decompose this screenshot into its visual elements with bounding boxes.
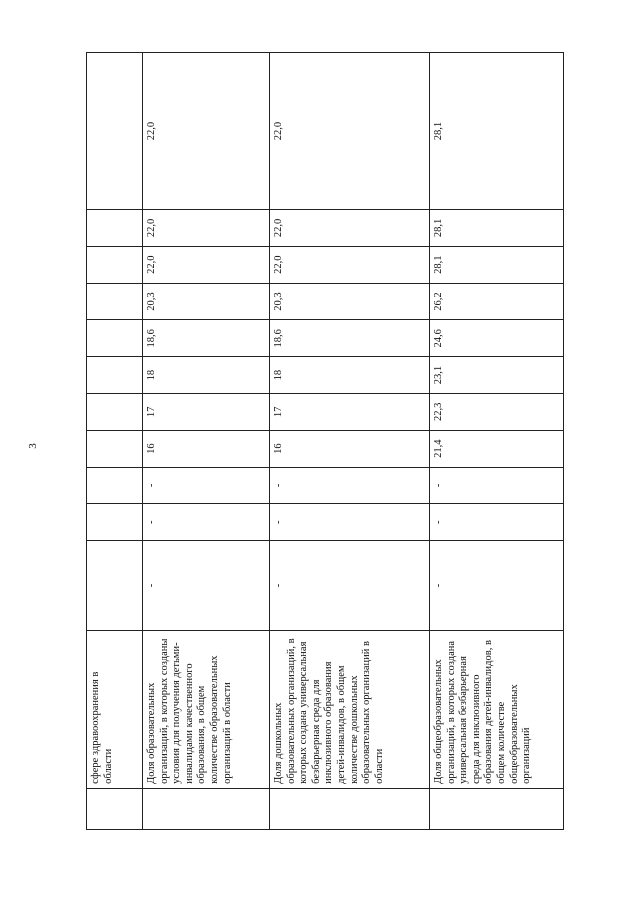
final-value-cell: 22,0 — [143, 53, 270, 210]
value-cell — [87, 246, 143, 283]
indicator-description: Доля дошкольных образовательных организаций, в которых создана универсальная безбарьерная среда для инклюзивного образования детей-инвалидов, в общем количестве дошкольных образовательных организаций в области — [270, 630, 430, 788]
value-cell — [87, 541, 143, 631]
value-cell: 16 — [143, 430, 270, 467]
final-value-cell — [87, 53, 143, 210]
table-row — [87, 53, 143, 830]
value-cell: 23,1 — [430, 357, 564, 394]
value-cell: - — [430, 504, 564, 541]
table-row — [143, 53, 270, 830]
value-cell — [87, 430, 143, 467]
value-cell: 18,6 — [143, 320, 270, 357]
value-cell: 22,0 — [270, 210, 430, 247]
indicator-description: сфере здравоохранения в области — [87, 630, 143, 788]
value-cell: 20,3 — [143, 283, 270, 320]
value-cell: 21,4 — [430, 430, 564, 467]
value-cell: 22,0 — [143, 246, 270, 283]
empty-cell — [430, 788, 564, 829]
value-cell: - — [270, 467, 430, 504]
value-cell: - — [430, 541, 564, 631]
value-cell: - — [143, 504, 270, 541]
indicator-description: Доля общеобразовательных организаций, в которых создана универсальная безбарьерная среда для инклюзивного образования детей-инвалидов, в общем количестве общеобразовательных организаций — [430, 630, 564, 788]
value-cell: 18 — [143, 357, 270, 394]
empty-cell — [87, 788, 143, 829]
value-cell: - — [270, 504, 430, 541]
value-cell — [87, 210, 143, 247]
table-row — [270, 53, 430, 830]
value-cell: 22,0 — [270, 246, 430, 283]
value-cell — [87, 393, 143, 430]
value-cell: 20,3 — [270, 283, 430, 320]
value-cell: - — [430, 467, 564, 504]
value-cell: 22,3 — [430, 393, 564, 430]
value-cell — [87, 283, 143, 320]
value-cell: - — [143, 541, 270, 631]
value-cell: - — [270, 541, 430, 631]
value-cell: 28,1 — [430, 210, 564, 247]
table-row — [430, 53, 564, 830]
value-cell: 22,0 — [143, 210, 270, 247]
value-cell — [87, 504, 143, 541]
value-cell: 17 — [143, 393, 270, 430]
indicators-table — [86, 52, 564, 830]
table-container — [86, 52, 563, 830]
value-cell: 26,2 — [430, 283, 564, 320]
value-cell: 28,1 — [430, 246, 564, 283]
value-cell: 18 — [270, 357, 430, 394]
empty-cell — [143, 788, 270, 829]
value-cell: 16 — [270, 430, 430, 467]
final-value-cell: 22,0 — [270, 53, 430, 210]
page-number: 3 — [26, 443, 39, 449]
value-cell: 18,6 — [270, 320, 430, 357]
final-value-cell: 28,1 — [430, 53, 564, 210]
empty-cell — [270, 788, 430, 829]
value-cell — [87, 357, 143, 394]
value-cell: - — [143, 467, 270, 504]
value-cell: 17 — [270, 393, 430, 430]
value-cell — [87, 320, 143, 357]
value-cell: 24,6 — [430, 320, 564, 357]
value-cell — [87, 467, 143, 504]
indicator-description: Доля образовательных организаций, в которых созданы условия для получения детьми-инвалидами качественного образования, в общем количестве образовательных организаций в области — [143, 630, 270, 788]
